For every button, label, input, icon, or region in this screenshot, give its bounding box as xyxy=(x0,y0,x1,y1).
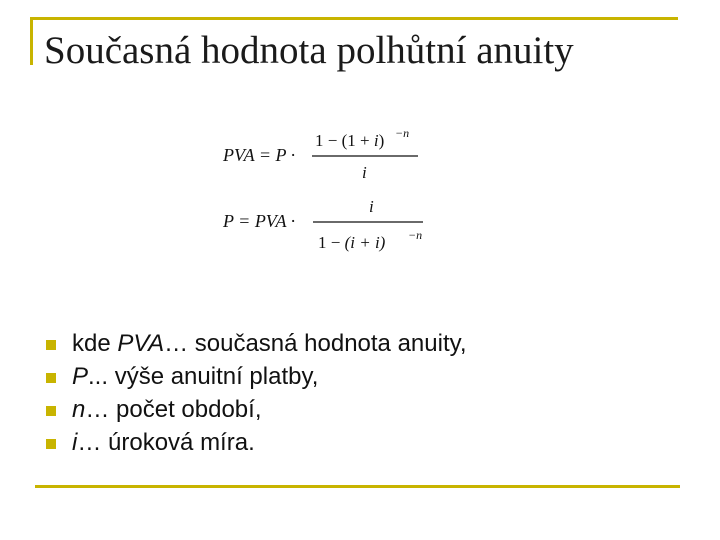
bullet-square-icon xyxy=(46,373,56,383)
bottom-rule xyxy=(35,485,680,488)
bullet-text: i… úroková míra. xyxy=(72,429,255,456)
formula-svg xyxy=(218,124,448,264)
bullet-text: n… počet období, xyxy=(72,396,262,423)
slide-title: Současná hodnota polhůtní anuity xyxy=(44,29,574,72)
pva-numerator: 1 − (1 + i) xyxy=(315,131,385,150)
p-denominator: 1 − (i + i) xyxy=(318,233,386,252)
bullet-square-icon xyxy=(46,340,56,350)
p-numerator: i xyxy=(369,197,374,216)
p-exponent: −n xyxy=(408,228,423,242)
bullet-text: kde PVA… současná hodnota anuity, xyxy=(72,330,467,357)
pva-denominator: i xyxy=(362,163,367,182)
p-lhs: P = PVA · xyxy=(223,211,296,231)
bullet-text: P... výše anuitní platby, xyxy=(72,363,319,390)
top-rule-vertical xyxy=(30,17,33,65)
formula-block xyxy=(218,124,448,264)
top-rule-horizontal xyxy=(30,17,678,20)
pva-lhs: PVA = P · xyxy=(223,145,296,165)
bullet-square-icon xyxy=(46,406,56,416)
bullet-square-icon xyxy=(46,439,56,449)
pva-exponent: −n xyxy=(395,126,410,140)
